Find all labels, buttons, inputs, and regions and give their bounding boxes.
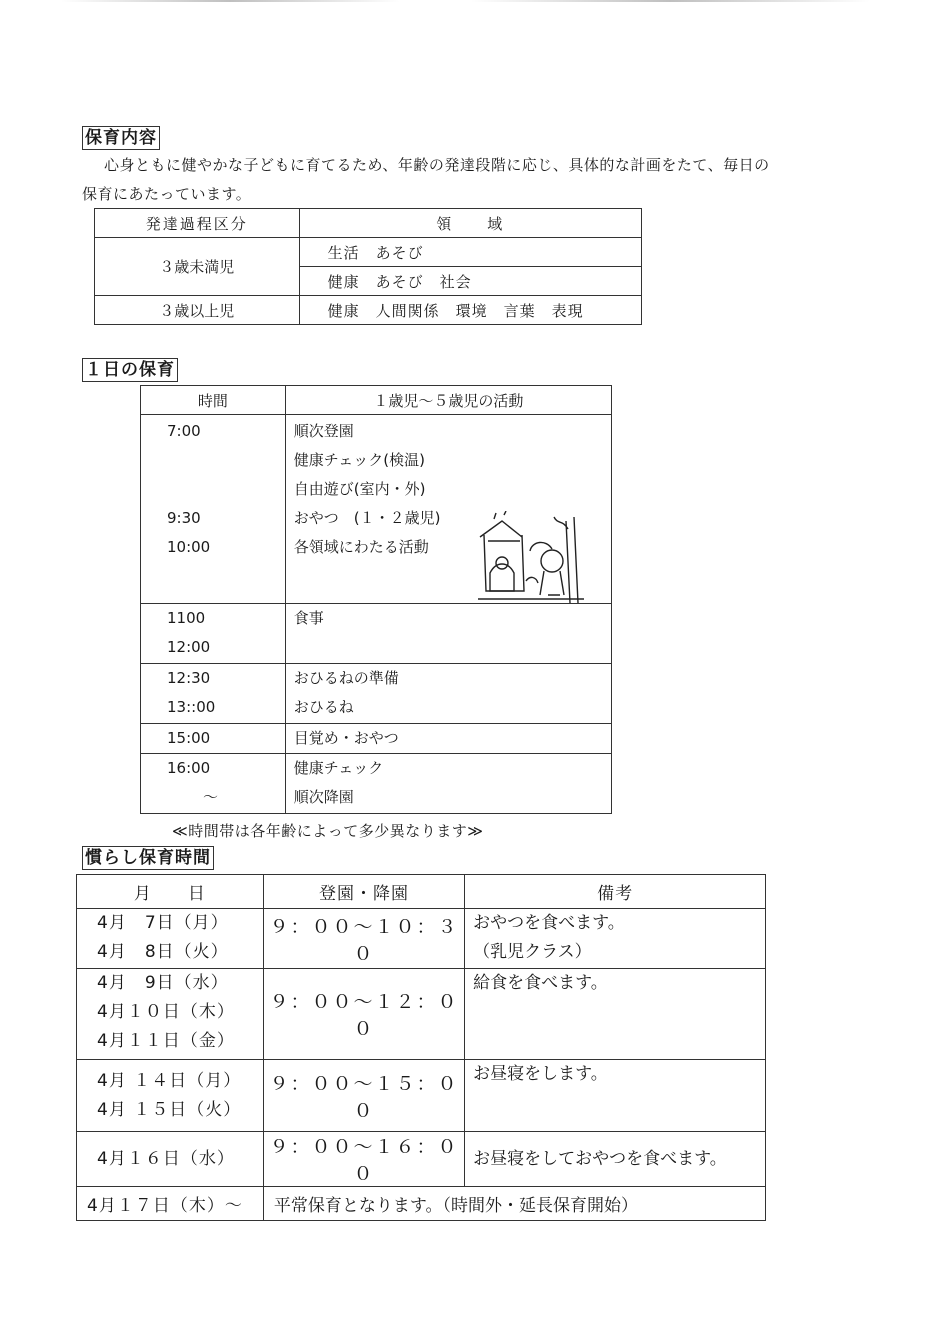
date-cell-ongoing: 4月１７日（木）～ [77,1187,264,1221]
time-value: 12:00 [167,638,211,656]
adjustment-schedule-table [76,874,766,1221]
time-value: 12:30 [167,669,211,687]
date-cell [77,969,264,1060]
activity-cell [285,754,611,814]
development-stage-table [94,208,642,325]
hours-cell: ９：００～１６：００ [263,1132,464,1187]
section-heading-daily: １日の保育 [82,358,178,382]
activity-text: 自由遊び(室内・外) [293,480,426,498]
time-cell [141,754,286,814]
paragraph-line-1: 心身ともに健やかな子どもに育てるため、年齢の発達段階に応じ、具体的な計画をたて、毎日の [104,156,770,174]
date-cell [77,1132,264,1187]
col-header-domain: 領 域 [299,209,641,238]
date-value: 4月１１日（金） [97,1031,235,1051]
time-value: 9:30 [167,509,201,527]
date-value: 4月 9日（水） [97,973,229,993]
time-value [167,446,285,475]
activity-cell [285,415,611,604]
date-value: 4月１０日（木） [97,1002,235,1022]
time-value: 7:00 [167,422,201,440]
activity-cell [285,724,611,754]
stage-under-3: ３歳未満児 [95,238,300,296]
col-header-time: 時間 [141,386,286,415]
note-cell [465,1132,766,1187]
paragraph-line-2: 保育にあたっています。 [82,185,252,203]
activity-text: おやつ (１・２歳児) [293,509,441,527]
time-value: 16:00 [167,759,211,777]
activity-text: 健康チェック(検温) [293,451,425,469]
activity-text: 順次降園 [293,788,354,806]
children-playing-illustration-icon [474,511,586,605]
activity-text: 各領域にわたる活動 [293,538,429,556]
regular-care-note: 平常保育となります。（時間外・延長保育開始） [263,1187,765,1221]
time-cell [141,664,286,724]
section-heading-adjustment: 慣らし保育時間 [82,846,214,870]
domain-under-3-b: 健康 あそび 社会 [299,267,641,296]
note-cell [465,1060,766,1132]
note-text: お昼寝をします。 [473,1064,608,1084]
activity-text: おひるね [293,698,354,716]
time-value: 10:00 [167,538,211,556]
col-header-date: 月 日 [77,875,264,909]
hours-cell: ９：００～１５：００ [263,1060,464,1132]
note-text: （乳児クラス） [473,942,592,962]
date-cell [77,909,264,969]
col-header-stage: 発達過程区分 [95,209,300,238]
section-heading-content: 保育内容 [82,126,160,150]
time-value: ～ [203,788,219,806]
scan-artifact [470,0,870,2]
activity-cell [285,664,611,724]
col-header-activity: １歳児～５歳児の活動 [285,386,611,415]
activity-text: 目覚め・おやつ [293,729,399,747]
scan-artifact [60,0,400,2]
time-value: 15:00 [167,729,211,747]
date-value: 4月 １４日（月） [97,1070,242,1091]
col-header-notes: 備考 [465,875,766,909]
time-cell [141,604,286,664]
note-text: 給食を食べます。 [473,973,608,993]
time-cell [141,415,286,604]
note-text: お昼寝をしておやつを食べます。 [473,1148,727,1169]
stage-3-and-over: ３歳以上児 [95,296,300,325]
date-value: 4月 7日（月） [97,913,229,933]
time-value [167,475,285,504]
date-value: 4月 8日（火） [97,942,229,962]
col-header-hours: 登園・降園 [263,875,464,909]
activity-cell [285,604,611,664]
note-text: おやつを食べます。 [473,913,625,933]
time-cell [141,724,286,754]
note-cell [465,969,766,1060]
domain-under-3-a: 生活 あそび [299,238,641,267]
daily-schedule-table [140,385,612,814]
note-cell [465,909,766,969]
activity-text [294,633,611,662]
activity-text: おひるねの準備 [293,669,399,687]
time-value: 13::00 [167,698,216,716]
hours-cell: ９：００～１２：００ [263,969,464,1060]
date-value: 4月 １５日（火） [97,1099,242,1120]
time-value: 1100 [167,609,206,627]
domain-3-and-over: 健康 人間関係 環境 言葉 表現 [299,296,641,325]
schedule-footnote: ≪時間帯は各年齢によって多少異なります≫ [172,822,484,840]
activity-text: 食事 [293,609,324,627]
activity-text: 健康チェック [293,759,384,777]
date-value: 4月１６日（水） [97,1148,235,1169]
hours-cell: ９：００～１０：３０ [263,909,464,969]
activity-text: 順次登園 [293,422,354,440]
date-cell [77,1060,264,1132]
